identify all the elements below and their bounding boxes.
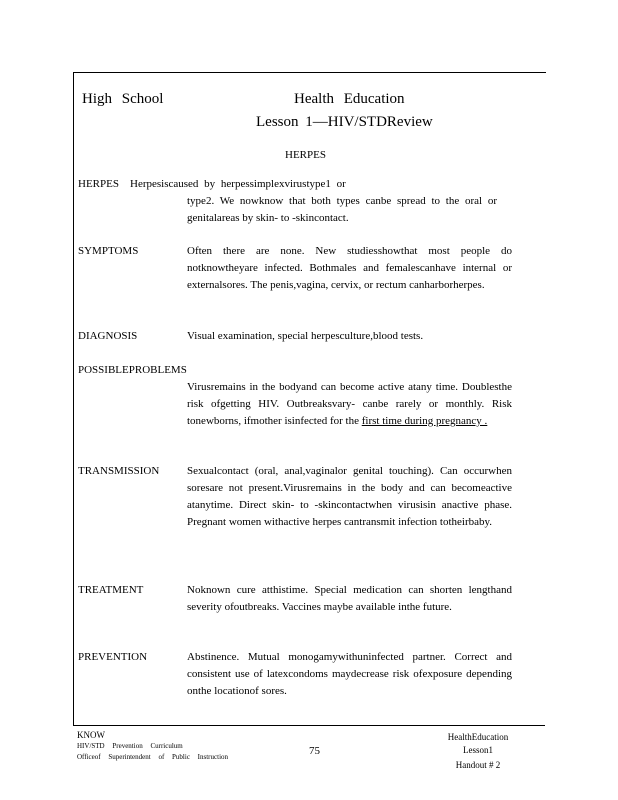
section-body: Often there are none. New studiesshowthat most people do notknowtheyare infected. Bothmales and femalescanhave internal or externalsores. The penis,vagina, cervix, or rectum canharborherpes. — [187, 245, 512, 291]
section-transmission — [78, 463, 538, 531]
section-label: PREVENTION — [78, 651, 148, 663]
underlined-phrase: first time during pregnancy . — [361, 415, 488, 427]
section-body: Abstinence. Mutual monogamywithuninfected partner. Correct and consistent use of latexcondoms maydecrease risk ofexposure depending onthe locationof sores. — [187, 651, 512, 697]
footer-curriculum: HIV/STD Prevention Curriculum — [77, 742, 183, 750]
section-label: TREATMENT — [78, 584, 144, 596]
page-number: 75 — [309, 745, 320, 757]
footer-office: Officeof Superintendent of Public Instruction — [77, 753, 229, 761]
footer-handout: Handout # 2 — [455, 760, 501, 770]
footer-know: KNOW — [77, 730, 105, 740]
page-title: Health Education — [294, 91, 405, 107]
footer-left — [77, 730, 228, 763]
footer-subject: HealthEducation — [447, 732, 509, 742]
section-diagnosis — [78, 328, 538, 345]
school-level: High School — [82, 91, 164, 107]
section-body-start: Virusremains in the bodyand can become active atany time. Doublesthe risk ofgetting HIV. Outbreaksvary- canbe rarely or monthly. Risk tonewborns, ifmother isinfected for the — [187, 381, 512, 427]
section-body: Sexualcontact (oral, anal,vaginalor genital touching). Can occurwhen soresare not present.Virusremains in the body and can becomeactive atanytime. Direct skin- to -skincontactwhen virusisin anactive phase. Pregnant women withactive herpes cantransmit infection totheirbaby. — [187, 465, 512, 528]
section-intro: Herpesiscaused by herpessimplexvirustype1 or — [130, 178, 346, 190]
section-label: TRANSMISSION — [78, 465, 160, 477]
section-herpes — [78, 176, 538, 227]
section-symptoms — [78, 243, 538, 294]
section-body — [187, 362, 512, 430]
topic-heading: HERPES — [285, 149, 326, 161]
section-treatment — [78, 582, 538, 616]
footer-rule — [73, 725, 545, 726]
section-label: SYMPTOMS — [78, 245, 139, 257]
section-label: POSSIBLEPROBLEMS — [78, 364, 187, 376]
footer-right — [438, 731, 518, 772]
section-possible-problems — [78, 362, 538, 430]
section-prevention — [78, 649, 538, 700]
section-body: Visual examination, special herpesculture,blood tests. — [187, 330, 424, 342]
section-body: type2. We nowknow that both types canbe spread to the oral or genitalareas by skin- to -skincontact. — [187, 195, 497, 224]
section-label: DIAGNOSIS — [78, 330, 138, 342]
section-body: Noknown cure atthistime. Special medication can shorten lengthand severity ofoutbreaks. Vaccines maybe available inthe future. — [187, 584, 512, 613]
lesson-subtitle: Lesson 1—HIV/STDReview — [256, 114, 433, 130]
section-label: HERPES — [78, 178, 119, 190]
footer-lesson: Lesson1 — [463, 745, 493, 755]
